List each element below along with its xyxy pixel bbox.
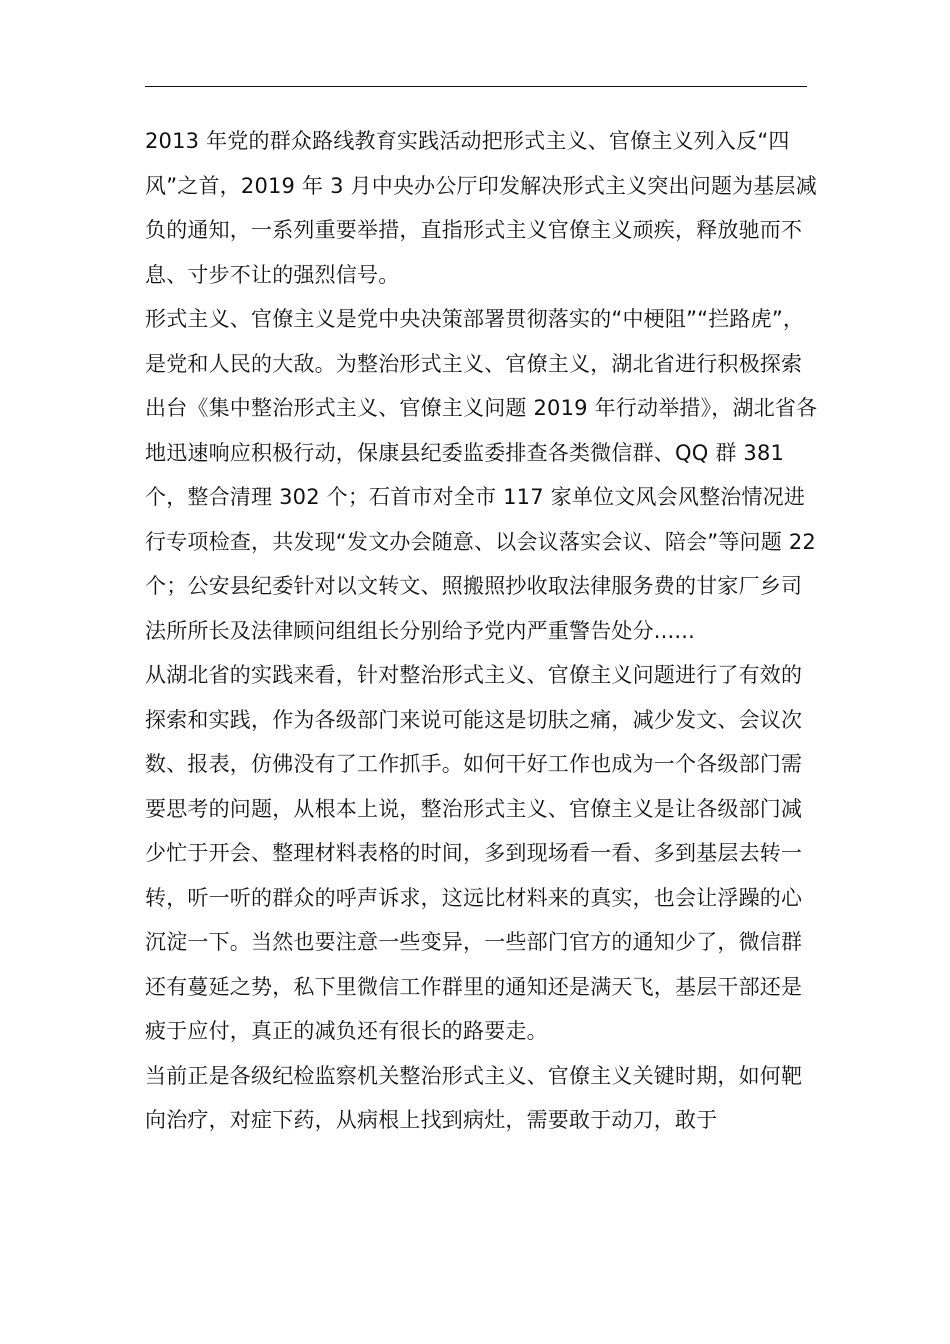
header-rule: [145, 86, 807, 87]
paragraph-2: 形式主义、官僚主义是党中央决策部署贯彻落实的“中梗阻”“拦路虎”，是党和人民的大敌。为整治形式主义、官僚主义，湖北省进行积极探索出台《集中整治形式主义、官僚主义问题 2019 年行动举措》，湖北省各地迅速响应积极行动，保康县纪委监委排查各类微信群、QQ 群 381 个，整合清理 302 个；石首市对全市 117 家单位文风会风整治情况进行专项检查，共发现“发文办会随意、以会议落实会议、陪会”等问题 22 个；公安县纪委针对以文转文、照搬照抄收取法律服务费的甘家厂乡司法所所长及法律顾问组组长分别给予党内严重警告处分......: [145, 307, 818, 643]
paragraph-3: 从湖北省的实践来看，针对整治形式主义、官僚主义问题进行了有效的探索和实践，作为各级部门来说可能这是切肤之痛，减少发文、会议次数、报表，仿佛没有了工作抓手。如何干好工作也成为一个各级部门需要思考的问题，从根本上说，整治形式主义、官僚主义是让各级部门减少忙于开会、整理材料表格的时间，多到现场看一看、多到基层去转一转，听一听的群众的呼声诉求，这远比材料来的真实，也会让浮躁的心沉淀一下。当然也要注意一些变异，一些部门官方的通知少了，微信群还有蔓延之势，私下里微信工作群里的通知还是满天飞，基层干部还是疲于应付，真正的减负还有很长的路要走。: [145, 663, 803, 1043]
paragraph-1: 2013 年党的群众路线教育实践活动把形式主义、官僚主义列入反“四风”之首，2019 年 3 月中央办公厅印发解决形式主义突出问题为基层减负的通知，一系列重要举措，直指形式主义官僚主义顽疾，释放驰而不息、寸步不让的强烈信号。: [145, 129, 817, 287]
paragraph-4: 当前正是各级纪检监察机关整治形式主义、官僚主义关键时期，如何靶向治疗，对症下药，从病根上找到病灶，需要敢于动刀，敢于: [145, 1063, 803, 1132]
document-body: [145, 119, 821, 1143]
